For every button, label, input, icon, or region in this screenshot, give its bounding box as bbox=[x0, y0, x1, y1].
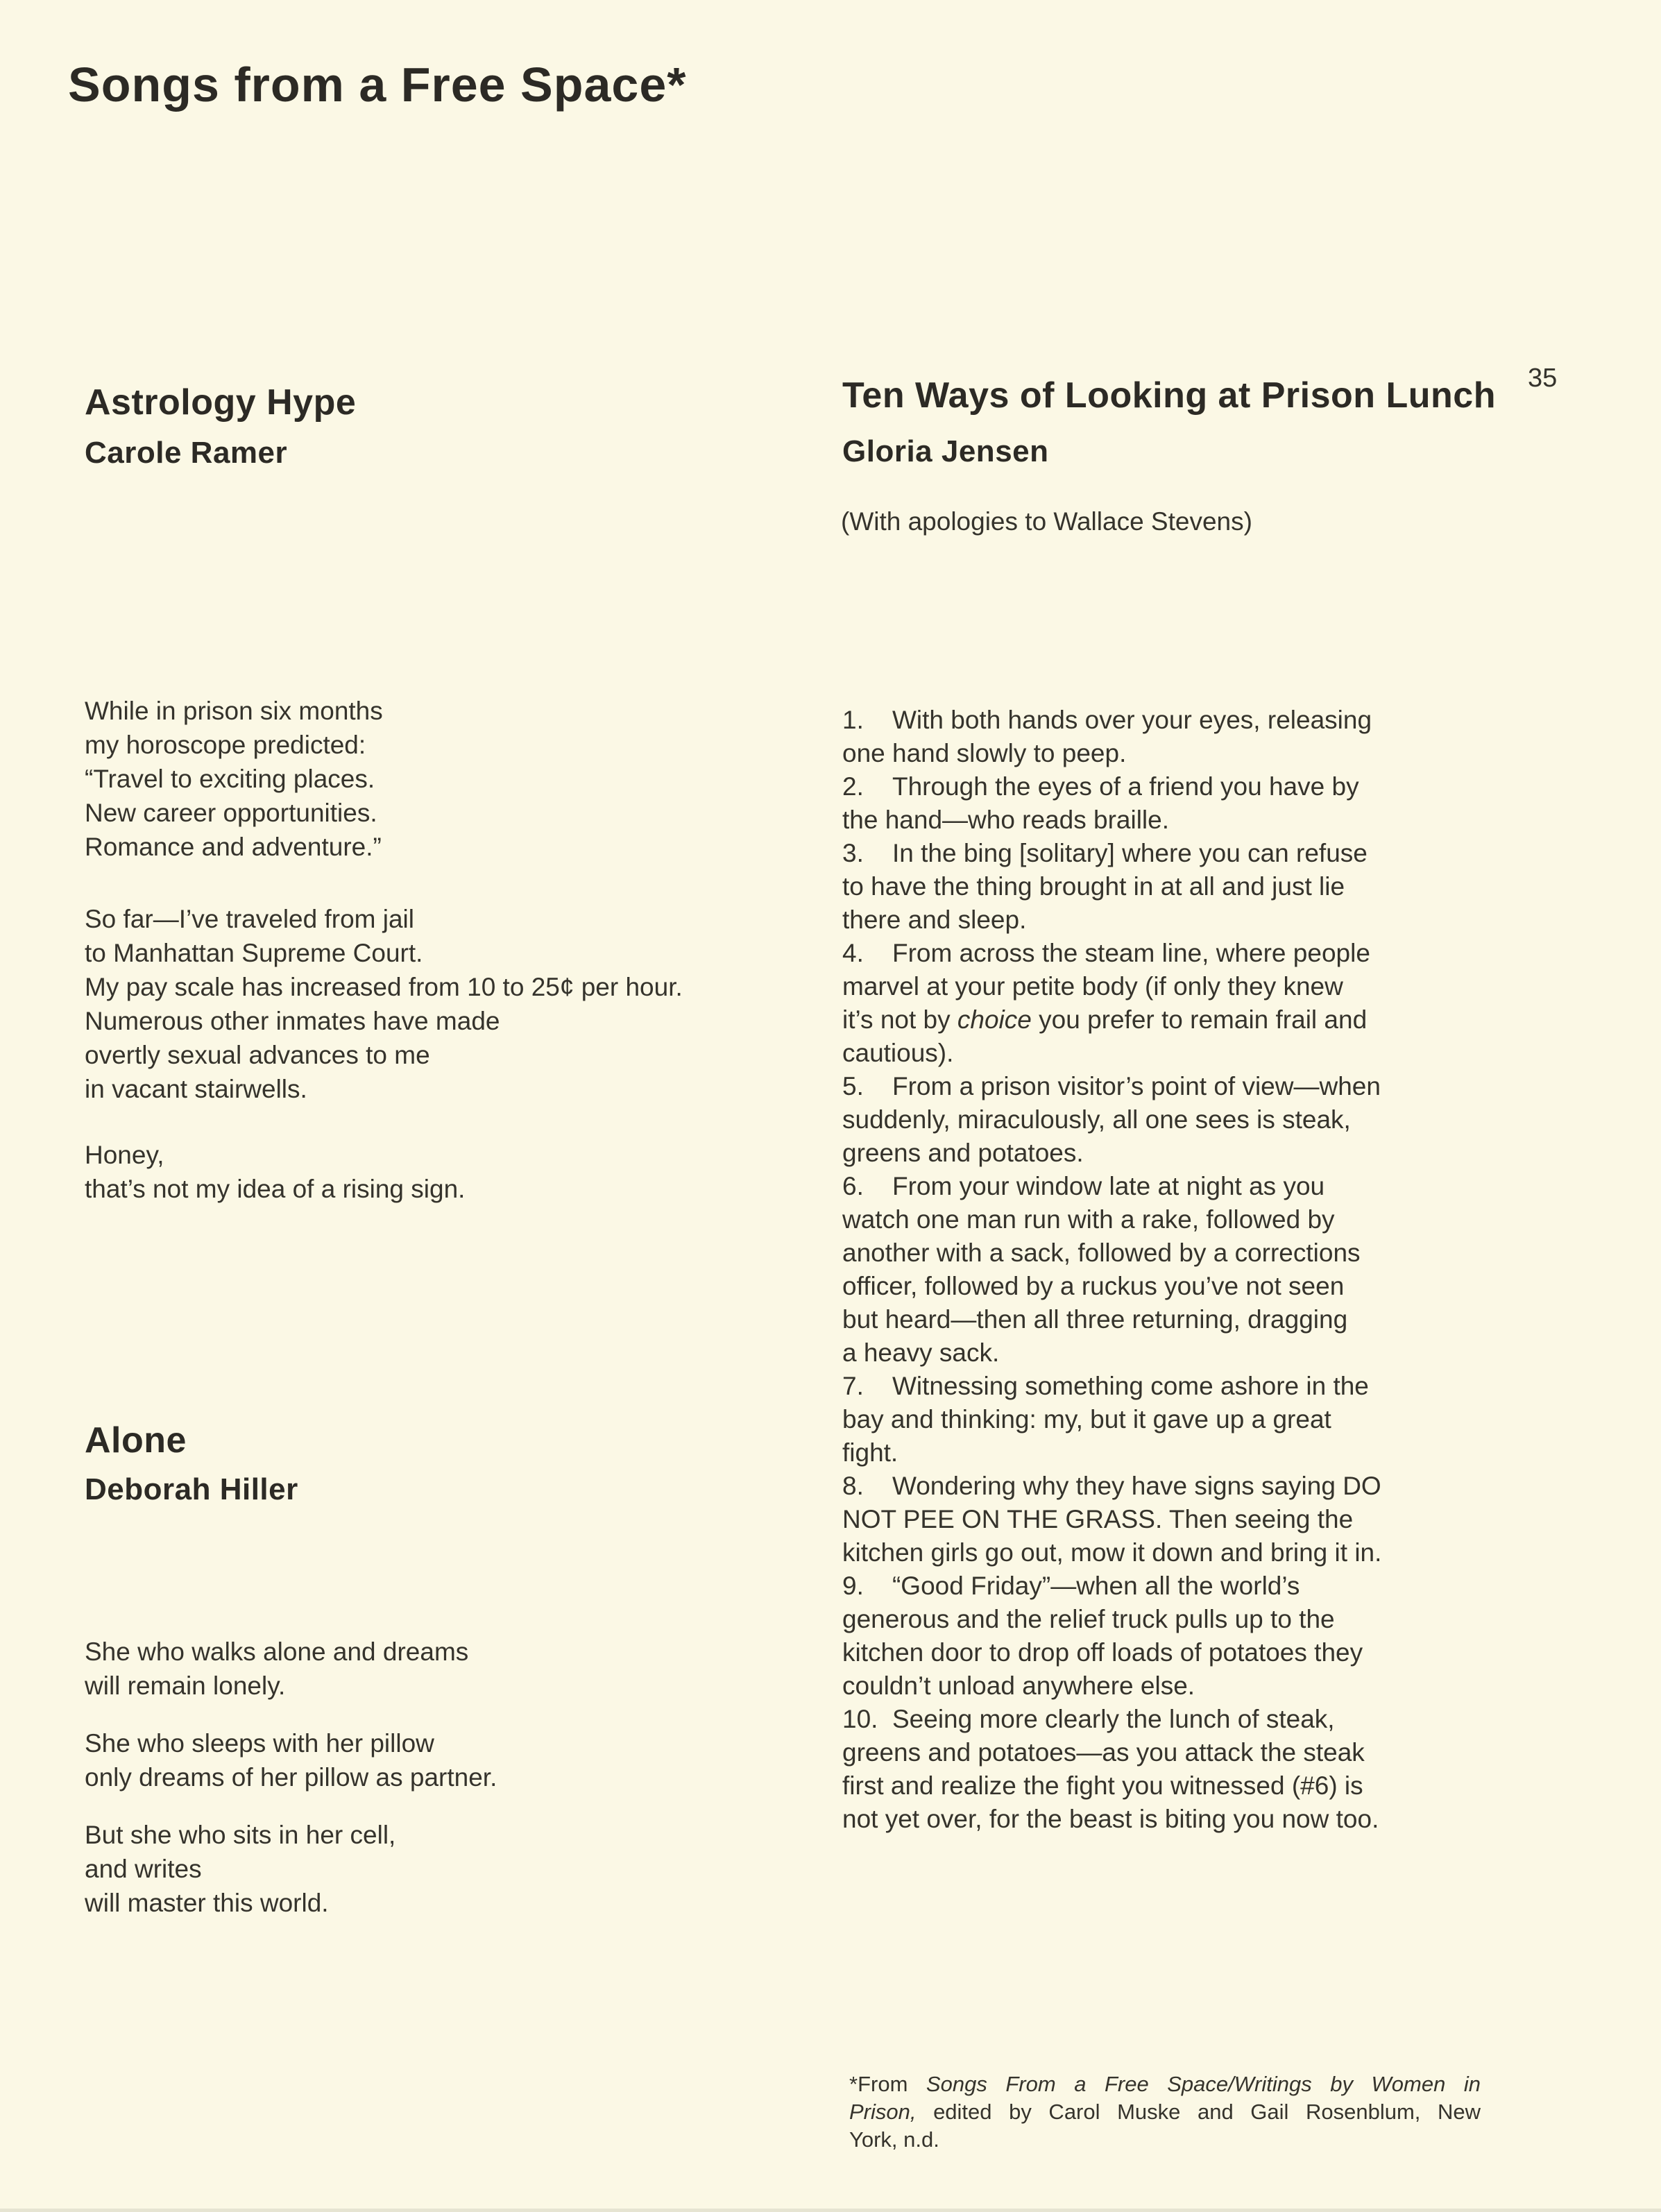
poem-line: “Travel to exciting places. bbox=[85, 765, 375, 793]
poem-line: to Manhattan Supreme Court. bbox=[85, 939, 423, 967]
poem-line: only dreams of her pillow as partner. bbox=[85, 1763, 497, 1792]
poem-line: kitchen door to drop off loads of potatoes they bbox=[842, 1638, 1363, 1667]
poem-line: to have the thing brought in at all and just lie bbox=[842, 872, 1345, 901]
poem-line: my horoscope predicted: bbox=[85, 731, 366, 759]
poem-line: not yet over, for the beast is biting you now too. bbox=[842, 1805, 1379, 1833]
poem-line: one hand slowly to peep. bbox=[842, 739, 1127, 767]
alone-stanza-1 bbox=[85, 1635, 468, 1703]
poem-line: Prison, edited by Carol Muske and Gail Rosenblum, New bbox=[849, 2100, 1481, 2124]
poem-line: 10. Seeing more clearly the lunch of steak, bbox=[842, 1705, 1335, 1733]
source-footnote bbox=[849, 2070, 1481, 2154]
poem-dedication: (With apologies to Wallace Stevens) bbox=[841, 507, 1252, 536]
poem-author-carole-ramer: Carole Ramer bbox=[85, 436, 288, 470]
poem-line: in vacant stairwells. bbox=[85, 1075, 307, 1103]
poem-line: overtly sexual advances to me bbox=[85, 1041, 430, 1069]
astrology-hype-stanza-2 bbox=[85, 902, 683, 1106]
astrology-hype-stanza-1 bbox=[85, 694, 383, 864]
poem-line: 6. From your window late at night as you bbox=[842, 1172, 1325, 1200]
poem-line: So far—I’ve traveled from jail bbox=[85, 905, 415, 933]
poem-line: and writes bbox=[85, 1855, 202, 1883]
astrology-hype-stanza-3 bbox=[85, 1138, 465, 1206]
poem-line: 7. Witnessing something come ashore in the bbox=[842, 1372, 1369, 1400]
poem-line: watch one man run with a rake, followed by bbox=[842, 1205, 1335, 1234]
page-number: 35 bbox=[1528, 364, 1558, 393]
poem-line: fight. bbox=[842, 1438, 898, 1467]
poem-line: 3. In the bing [solitary] where you can refuse bbox=[842, 839, 1368, 867]
poem-line: marvel at your petite body (if only they knew bbox=[842, 972, 1343, 1001]
poem-line: New career opportunities. bbox=[85, 799, 377, 827]
poem-line: *From Songs From a Free Space/Writings by Women in bbox=[849, 2072, 1481, 2096]
poem-line: will master this world. bbox=[85, 1889, 329, 1917]
poem-title-astrology-hype: Astrology Hype bbox=[85, 382, 357, 423]
poem-line: officer, followed by a ruckus you’ve not seen bbox=[842, 1272, 1345, 1300]
poem-line: will remain lonely. bbox=[85, 1671, 286, 1700]
poem-line: She who sleeps with her pillow bbox=[85, 1729, 434, 1758]
poem-line: York, n.d. bbox=[849, 2127, 939, 2152]
poem-line: cautious). bbox=[842, 1039, 954, 1067]
alone-stanza-3 bbox=[85, 1818, 395, 1920]
poem-line: generous and the relief truck pulls up to the bbox=[842, 1605, 1335, 1633]
poem-line: 8. Wondering why they have signs saying DO bbox=[842, 1472, 1381, 1500]
poem-line: 5. From a prison visitor’s point of view—when bbox=[842, 1072, 1381, 1100]
poem-line: Numerous other inmates have made bbox=[85, 1007, 500, 1035]
poem-line: couldn’t unload anywhere else. bbox=[842, 1671, 1195, 1700]
poem-line: Honey, bbox=[85, 1141, 164, 1169]
poem-line: a heavy sack. bbox=[842, 1338, 1000, 1367]
poem-line: that’s not my idea of a rising sign. bbox=[85, 1175, 466, 1203]
poem-title-ten-ways: Ten Ways of Looking at Prison Lunch bbox=[842, 375, 1496, 416]
poem-line: She who walks alone and dreams bbox=[85, 1637, 469, 1666]
poem-line: the hand—who reads braille. bbox=[842, 806, 1170, 834]
poem-line: but heard—then all three returning, dragging bbox=[842, 1305, 1348, 1334]
poem-line: 4. From across the steam line, where people bbox=[842, 939, 1370, 967]
poem-line: first and realize the fight you witnessed (#6) is bbox=[842, 1771, 1363, 1800]
poem-line: 9. “Good Friday”—when all the world’s bbox=[842, 1572, 1300, 1600]
poem-line: Romance and adventure.” bbox=[85, 833, 382, 861]
page-title: Songs from a Free Space* bbox=[68, 58, 687, 112]
poem-line: greens and potatoes—as you attack the steak bbox=[842, 1738, 1365, 1767]
ten-ways-numbered-lines bbox=[842, 704, 1543, 1836]
poem-line: While in prison six months bbox=[85, 697, 383, 725]
poem-line: NOT PEE ON THE GRASS. Then seeing the bbox=[842, 1505, 1354, 1533]
poem-title-alone: Alone bbox=[85, 1420, 187, 1461]
poem-author-gloria-jensen: Gloria Jensen bbox=[842, 434, 1049, 468]
poem-line: 1. With both hands over your eyes, releasing bbox=[842, 706, 1372, 734]
poem-line: it’s not by choice you prefer to remain frail and bbox=[842, 1005, 1368, 1034]
poem-line: My pay scale has increased from 10 to 25¢ per hour. bbox=[85, 973, 683, 1001]
alone-stanza-2 bbox=[85, 1726, 497, 1794]
poem-line: there and sleep. bbox=[842, 905, 1027, 934]
poem-line: But she who sits in her cell, bbox=[85, 1821, 396, 1849]
poem-line: greens and potatoes. bbox=[842, 1139, 1084, 1167]
poem-line: another with a sack, followed by a corrections bbox=[842, 1239, 1361, 1267]
poem-line: kitchen girls go out, mow it down and bring it in. bbox=[842, 1538, 1382, 1567]
poem-line: bay and thinking: my, but it gave up a great bbox=[842, 1405, 1331, 1433]
poem-author-deborah-hiller: Deborah Hiller bbox=[85, 1472, 298, 1506]
poem-line: 2. Through the eyes of a friend you have by bbox=[842, 772, 1359, 801]
poem-line: suddenly, miraculously, all one sees is steak, bbox=[842, 1105, 1351, 1134]
